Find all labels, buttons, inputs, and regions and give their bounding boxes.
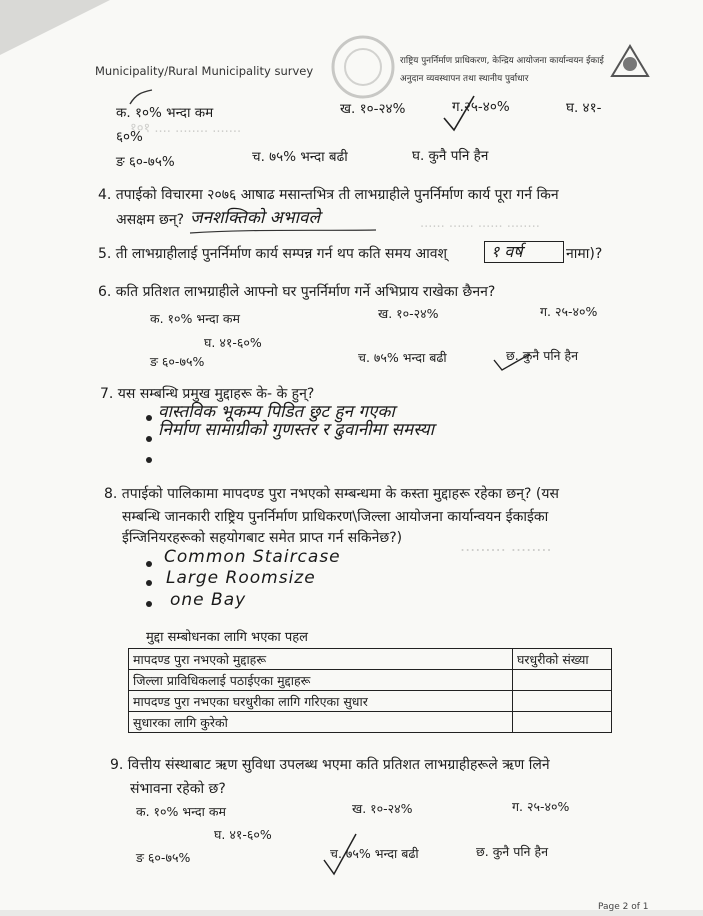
- q9-text-line2: संभावना रहेको छ?: [130, 781, 226, 797]
- q6-option-cha: च. ७५% भन्दा बढी: [358, 350, 447, 365]
- table-row: [129, 670, 612, 691]
- bullet: [146, 561, 152, 567]
- q8-answer-1: Common Staircase: [164, 547, 341, 567]
- table-cell: [513, 712, 612, 733]
- table-cell: [513, 670, 612, 691]
- table-cell: घरधुरीको संख्या: [513, 649, 612, 670]
- q3-option-gha-end: ६०%: [116, 129, 143, 145]
- q3-option-cha: च. ७५% भन्दा बढी: [252, 149, 348, 165]
- folded-corner: [0, 0, 110, 55]
- q6-option-ga: ग. २५-४०%: [540, 304, 598, 319]
- q9-option-gha: घ. ४१-६०%: [214, 827, 272, 842]
- q5-suffix: नामा)?: [566, 246, 603, 262]
- q9-option-kha: ख. १०-२४%: [352, 801, 413, 816]
- q9-checkmark: [322, 832, 358, 876]
- bullet: [146, 601, 152, 607]
- q7-answer-1: वास्तविक भूकम्प पिडित छुट हुन गएका: [158, 402, 395, 422]
- q4-text-line2: असक्षम छन्?: [116, 212, 185, 228]
- bullet: [146, 580, 152, 586]
- q9-option-cha: च. ७५% भन्दा बढी: [330, 846, 419, 861]
- q3-checkmark: [440, 94, 478, 134]
- survey-label: Municipality/Rural Municipality survey: [95, 64, 314, 78]
- bullet: [146, 436, 152, 442]
- survey-page: Municipality/Rural Municipality survey राष्ट्रिय पुनर्निर्माण प्राधिकरण, केन्द्रिय आयोजना कार्यान्वयन ईकाई अनुदान व्यवस्थापन तथा स्थानीय पुर्वाधार १०१ .... ........ ....... ...... ...... ...... ........ ......... ........ क. १०% भन्दा कम ख. १०-२४% ग.२५-४०% घ. ४१- ६०% ङ ६०-७५% च. ७५% भन्दा बढी घ. कुनै पनि हैन 4. तपाईको विचारमा २०७६ आषाढ मसान्तभित्र ती लाभग्राहीले पुनर्निर्माण कार्य पूरा गर्न किन असक्षम छन्? जनशक्तिको अभावले 5. ती लाभग्राहीलाई पुनर्निर्माण कार्य सम्पन्न गर्न थप कति समय आवश् १ वर्ष नामा)? 6. कति प्रतिशत लाभग्राहीले आफ्नो घर पुनर्निर्माण गर्ने अभिप्राय राखेका छैनन? क. १०% भन्दा कम ख. १०-२४% ग. २५-४०% घ. ४१-६०% ङ ६०-७५% च. ७५% भन्दा बढी छ. कुनै पनि हैन 7. यस सम्बन्धि प्रमुख मुद्दाहरू के- के हुन्? वास्तविक भूकम्प पिडित छुट हुन गएका निर्माण सामाग्रीको गुणस्तर र ढुवानीमा समस्या 8. तपाईको पालिकामा मापदण्ड पुरा नभएको सम्बन्धमा के कस्ता मुद्दाहरू रहेका छन्? (यस सम्बन्धि जानकारी राष्ट्रिय पुनर्निर्माण प्राधिकरण\जिल्ला आयोजना कार्यान्वयन ईकाईका ईन्जिनियरहरूको सहयोगबाट समेत प्राप्त गर्न सकिनेछ?) Common Staircase Large Roomsize one Bay मुद्दा सम्बोधनका लागि भएका पहल मापदण्ड पुरा नभएको मुद्दाहरू घरधुरीको संख्या जिल्ला प्राविधिकलाई पठाईएका मुद्दाहरू मापदण्ड पुरा नभएका घरधुरीका लागि गरिएका सुधार सुधारका लागि कुरेको 9. वित्तीय संस्थाबाट ऋण सुविधा उपलब्ध भएमा कति प्रतिशत लाभग्राहीहरूले ऋण लिने संभावना रहेको छ? क. १०% भन्दा कम ख. १०-२४% ग. २५-४०% घ. ४१-६०% ङ ६०-७५% च. ७५% भन्दा बढी छ. कुनै पनि हैन Page 2 of 1: [0, 0, 703, 910]
- q6-checkmark: [492, 352, 532, 372]
- table-cell: सुधारका लागि कुरेको: [129, 712, 513, 733]
- page-number: Page 2 of 1: [598, 902, 649, 912]
- q6-text: 6. कति प्रतिशत लाभग्राहीले आफ्नो घर पुनर्निर्माण गर्ने अभिप्राय राखेका छैनन?: [98, 284, 496, 300]
- q3-option-kha: ख. १०-२४%: [340, 101, 406, 117]
- table-cell: मापदण्ड पुरा नभएका घरधुरीका लागि गरिएका सुधार: [129, 691, 513, 712]
- table-row: [129, 649, 612, 670]
- seal-watermark: [328, 32, 398, 102]
- bullet: [146, 415, 152, 421]
- q3-option-nga: ङ ६०-७५%: [116, 154, 175, 170]
- q6-option-ka: क. १०% भन्दा कम: [150, 311, 240, 326]
- q9-option-nga: ङ ६०-७५%: [136, 850, 191, 865]
- table-row: [129, 712, 612, 733]
- q8-text-line2: सम्बन्धि जानकारी राष्ट्रिय पुनर्निर्माण प्राधिकरण\जिल्ला आयोजना कार्यान्वयन ईकाईका: [122, 509, 549, 525]
- q8-answer-2: Large Roomsize: [166, 568, 316, 588]
- government-logo: [606, 40, 654, 84]
- q9-option-ga: ग. २५-४०%: [512, 799, 570, 814]
- table-cell: जिल्ला प्राविधिकलाई पठाईएका मुद्दाहरू: [129, 670, 513, 691]
- bullet: [146, 457, 152, 463]
- q4-text-line1: 4. तपाईको विचारमा २०७६ आषाढ मसान्तभित्र ती लाभग्राहीले पुनर्निर्माण कार्य पूरा गर्न किन: [98, 187, 559, 203]
- pen-mark: [128, 88, 156, 108]
- q7-text: 7. यस सम्बन्धि प्रमुख मुद्दाहरू के- के हुन्?: [100, 386, 315, 402]
- q3-option-ga: ग.२५-४०%: [452, 99, 510, 115]
- q3-option-chha: घ. कुनै पनि हैन: [412, 148, 489, 164]
- q3-option-gha-start: घ. ४१-: [566, 100, 602, 116]
- q5-text: 5. ती लाभग्राहीलाई पुनर्निर्माण कार्य सम्पन्न गर्न थप कति समय आवश्: [98, 246, 448, 262]
- q6-option-chha: छ. कुनै पनि हैन: [506, 348, 579, 363]
- q8-text-line1: 8. तपाईको पालिकामा मापदण्ड पुरा नभएको सम्बन्धमा के कस्ता मुद्दाहरू रहेका छन्? (यस: [104, 486, 559, 502]
- q4-underline: [188, 228, 378, 236]
- q7-answer-2: निर्माण सामाग्रीको गुणस्तर र ढुवानीमा समस्या: [158, 420, 435, 440]
- q4-handwritten-answer: जनशक्तिको अभावले: [190, 208, 320, 228]
- q5-answer-box: १ वर्ष: [484, 241, 564, 263]
- q6-option-nga: ङ ६०-७५%: [150, 354, 205, 369]
- q3-option-ka: क. १०% भन्दा कम: [116, 105, 214, 121]
- table-row: [129, 691, 612, 712]
- issues-table: [128, 648, 612, 733]
- org-line-2: अनुदान व्यवस्थापन तथा स्थानीय पुर्वाधार: [400, 74, 529, 84]
- q6-option-gha: घ. ४१-६०%: [204, 335, 262, 350]
- table-cell: [513, 691, 612, 712]
- q9-option-ka: क. १०% भन्दा कम: [136, 804, 226, 819]
- q8-answer-3: one Bay: [170, 590, 247, 610]
- q8-text-line3: ईन्जिनियरहरूको सहयोगबाट समेत प्राप्त गर्न सकिनेछ?): [122, 530, 403, 546]
- q9-option-chha: छ. कुनै पनि हैन: [476, 844, 549, 859]
- issues-table-caption: मुद्दा सम्बोधनका लागि भएका पहल: [146, 630, 308, 645]
- q9-text-line1: 9. वित्तीय संस्थाबाट ऋण सुविधा उपलब्ध भएमा कति प्रतिशत लाभग्राहीहरूले ऋण लिने: [110, 757, 550, 773]
- table-cell: मापदण्ड पुरा नभएको मुद्दाहरू: [129, 649, 513, 670]
- org-line-1: राष्ट्रिय पुनर्निर्माण प्राधिकरण, केन्द्रिय आयोजना कार्यान्वयन ईकाई: [400, 56, 604, 66]
- q6-option-kha: ख. १०-२४%: [378, 306, 439, 321]
